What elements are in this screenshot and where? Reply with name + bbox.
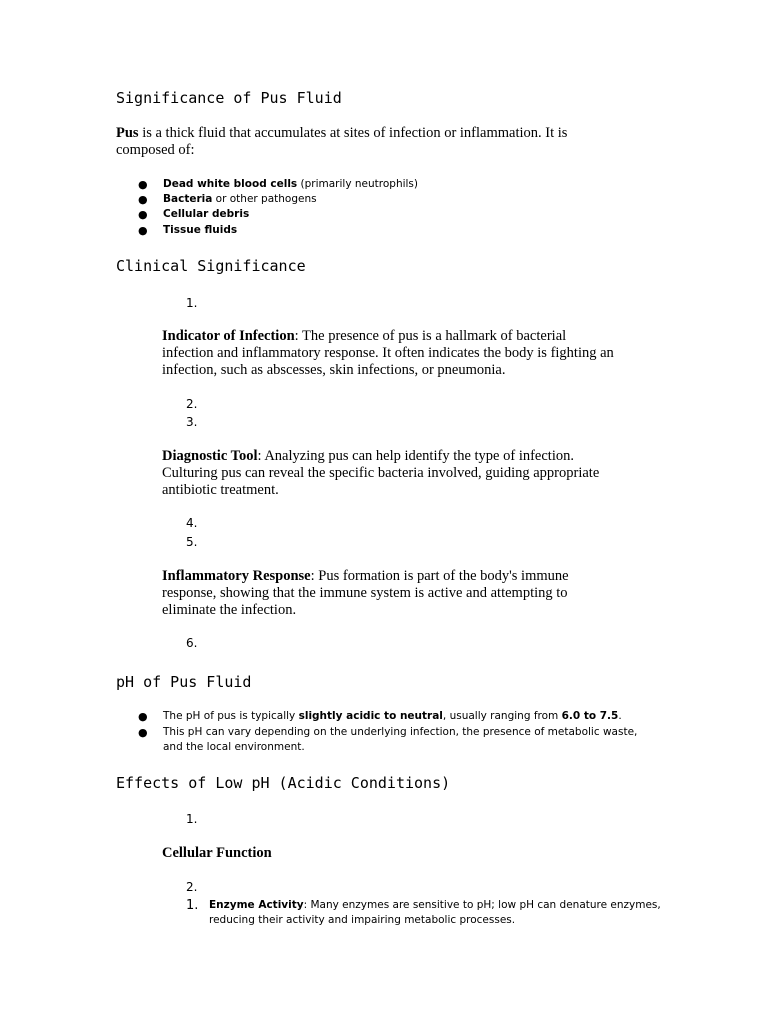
list-number: 3. [186,415,198,429]
list-number: 4. [186,516,198,530]
list-number: 6. [186,636,198,650]
bullet-icon: ● [138,726,148,739]
pus-term: Pus [116,125,139,141]
enzyme-activity-paragraph: Enzyme Activity: Many enzymes are sensitive to pH; low pH can denature enzymes, reducing their activity and impairing metabolic processes. [209,899,661,926]
list-number: 5. [186,535,198,549]
intro-paragraph [116,125,567,159]
inflammatory-paragraph: Inflammatory Response: Pus formation is part of the body's immune response, showing that the immune system is active and attempting to eliminate the infection. [162,568,569,618]
clinical-heading: Clinical Significance [116,257,306,275]
intro-line-1: is a thick fluid that accumulates at sites of infection or inflammation. It is [138,125,568,141]
cellular-function-heading: Cellular Function [162,845,272,861]
low-ph-heading: Effects of Low pH (Acidic Conditions) [116,774,451,792]
sub-list-number: 1. [186,898,199,913]
diagnostic-paragraph: Diagnostic Tool: Analyzing pus can help identify the type of infection. Culturing pus can reveal the specific bacteria involved, guiding appropriate antibiotic treatment. [162,448,600,498]
indicator-paragraph: Indicator of Infection: The presence of pus is a hallmark of bacterial infection and inflammatory response. It often indicates the body is fighting an infection, such as abscesses, skin infections, or pneumonia. [162,328,614,378]
list-number: 1. [186,812,198,826]
bullet-icon: ● [138,193,148,206]
ph-heading: pH of Pus Fluid [116,673,252,691]
list-number: 2. [186,397,198,411]
list-number: 2. [186,880,198,894]
bullet-icon: ● [138,208,148,221]
bullet-icon: ● [138,224,148,237]
page-title: Significance of Pus Fluid [116,89,342,107]
bullet-icon: ● [138,178,148,191]
list-number: 1. [186,296,198,310]
intro-line-2: composed of: [116,142,195,158]
bullet-icon: ● [138,710,148,723]
